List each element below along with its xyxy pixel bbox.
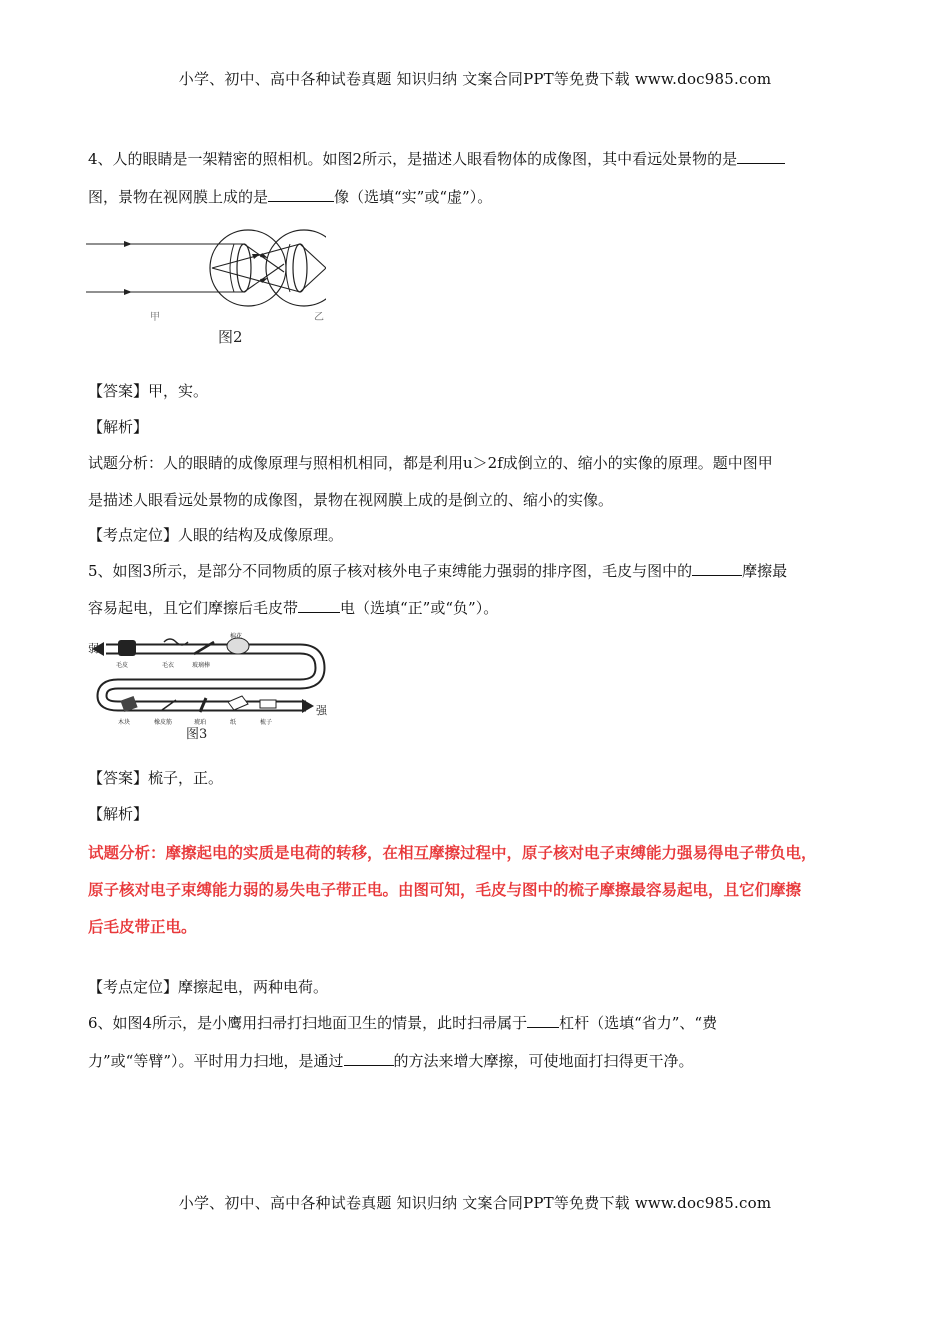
q4-text-2b: 像（选填“实”或“虚”）。: [334, 188, 493, 206]
top-item-3: 玻璃棒: [192, 662, 211, 669]
bottom-item-1: 木块: [118, 719, 131, 726]
label-strong: 强: [316, 704, 327, 717]
q4-text-2a: 图，景物在视网膜上成的是: [88, 188, 269, 206]
page-header: 小学、初中、高中各种试卷真题 知识归纳 文案合同PPT等免费下载 www.doc985.com: [178, 70, 772, 88]
q5-red-line1: 试题分析：摩擦起电的实质是电荷的转移，在相互摩擦过程中，原子核对电子束缚能力强易得电子带负电，: [88, 844, 817, 862]
page-footer: 小学、初中、高中各种试卷真题 知识归纳 文案合同PPT等免费下载 www.doc985.com: [178, 1194, 772, 1212]
q6-blank-2: [344, 1051, 394, 1066]
q5-text-1b: 摩擦最: [742, 562, 788, 580]
q4-line2: [88, 187, 868, 207]
eye-near-view: [212, 230, 326, 306]
bottom-item-3: 琥珀: [194, 719, 207, 726]
q4-analysis-title: 【解析】: [88, 418, 149, 436]
q5-red-line2: 原子核对电子束缚能力弱的易失电子带正电。由图可知，毛皮与图中的梳子摩擦最容易起电，且它们摩擦: [88, 881, 802, 899]
q4-text-1: 4、人的眼睛是一架精密的照相机。如图2所示，是描述人眼看物体的成像图，其中看远处景物的是: [88, 150, 738, 168]
q6-line2: [88, 1051, 868, 1071]
q4-kaodian: 【考点定位】人眼的结构及成像原理。: [88, 526, 344, 544]
label-weak: 弱: [88, 642, 99, 655]
bottom-item-5: 梳子: [260, 719, 273, 726]
q5-line2: [88, 598, 868, 618]
figure-2-eye-diagram: [86, 228, 326, 350]
arrow-strong: [302, 699, 314, 713]
q6-text-2b: 的方法来增大摩擦，可使地面打扫得更干净。: [393, 1052, 694, 1070]
q5-analysis-title: 【解析】: [88, 805, 149, 823]
q5-kaodian: 【考点定位】摩擦起电，两种电荷。: [88, 978, 329, 996]
q4-blank-1: [737, 149, 785, 164]
q6-text-1b: 杠杆（选填“省力”、“费: [559, 1014, 718, 1032]
q6-blank-1: [527, 1013, 559, 1028]
comb-icon: [260, 700, 276, 708]
q5-red-line3: 后毛皮带正电。: [88, 918, 197, 936]
figure-2-caption: 图2: [218, 328, 243, 346]
q4-answer: 【答案】甲，实。: [88, 382, 209, 400]
q6-line1: [88, 1013, 868, 1033]
q5-blank-1: [692, 561, 742, 576]
eye-far-view: [86, 230, 286, 306]
q4-line1: [88, 149, 868, 169]
top-item-4: 棉花: [230, 633, 243, 640]
bottom-item-2: 橡皮筋: [154, 719, 173, 726]
top-item-1: 毛皮: [116, 662, 129, 669]
q5-text-2b: 电（选填“正”或“负”）。: [340, 599, 499, 617]
q5-answer: 【答案】梳子，正。: [88, 769, 224, 787]
figure-3-triboelectric-series: [88, 628, 328, 740]
top-item-2: 毛衣: [162, 662, 175, 669]
q5-text-1a: 5、如图3所示，是部分不同物质的原子核对核外电子束缚能力强弱的排序图，毛皮与图中的: [88, 562, 693, 580]
q4-analysis-line1: 试题分析：人的眼睛的成像原理与照相机相同，都是利用u＞2f成倒立的、缩小的实像的原理。题中图甲: [88, 454, 773, 472]
q5-line1: [88, 561, 868, 581]
label-yi: 乙: [314, 312, 324, 323]
fur-icon: [118, 640, 136, 656]
q5-blank-2: [298, 598, 340, 613]
figure-3-caption: 图3: [186, 727, 208, 740]
cotton-icon: [227, 638, 249, 654]
q6-text-2a: 力”或“等臂”）。平时用力扫地，是通过: [88, 1052, 344, 1070]
q5-text-2a: 容易起电，且它们摩擦后毛皮带: [88, 599, 299, 617]
q4-blank-2: [268, 187, 334, 202]
q4-analysis-line2: 是描述人眼看远处景物的成像图，景物在视网膜上成的是倒立的、缩小的实像。: [88, 491, 614, 509]
label-jia: 甲: [150, 312, 160, 323]
bottom-item-4: 纸: [230, 719, 237, 726]
q6-text-1a: 6、如图4所示，是小鹰用扫帚打扫地面卫生的情景，此时扫帚属于: [88, 1014, 528, 1032]
